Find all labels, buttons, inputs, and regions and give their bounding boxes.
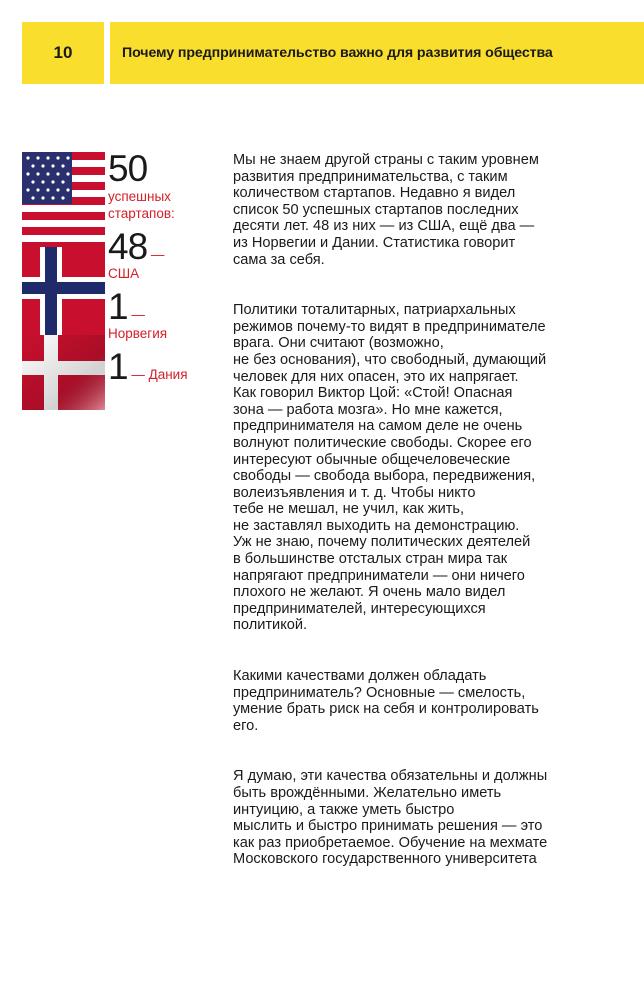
paragraph: Мы не знаем другой страны с таким уровнем развития предпринимательства, с таким количеством стартапов. Недавно я видел список 50 успешных стартапов последних десяти лет. 48 из них — из США, ещё два — из Норвегии и Дании. Статистика говорит сама за себя.	[233, 152, 539, 268]
stat-usa	[108, 228, 208, 265]
chapter-title	[110, 22, 644, 84]
stat-norway-label: Норвегия	[108, 326, 168, 341]
stat-usa-dash: —	[147, 247, 165, 262]
page-number-text: 10	[53, 43, 73, 62]
stat-denmark	[108, 348, 208, 385]
page-number	[22, 22, 104, 84]
stat-usa-label: США	[108, 266, 140, 281]
stat-denmark-number: 1	[108, 346, 128, 387]
startup-stats	[108, 150, 208, 385]
stat-denmark-label: — Дания	[127, 367, 188, 382]
paragraph: Какими качествами должен обладать предприниматель? Основные — смелость, умение брать риск на себя и контролировать его.	[233, 668, 539, 734]
body-text	[233, 152, 583, 902]
stat-usa-number: 48	[108, 226, 148, 267]
stat-total-number: 50	[108, 148, 148, 189]
paragraph: Политики тоталитарных, патриархальных режимов почему-то видят в предпринимателе врага. Они считают (возможно, не без основания), что свободный, думающий человек для них опасен, это их напрягает. Как говорил Виктор Цой: «Стой! Опасная зона — работа мозга». Но мне кажется, предпринимателя на самом деле не очень волнуют политические свободы. Скорее его интересуют обычные общечеловеческие свободы — свобода выбора, передвижения, волеизъявления и т. д. Чтобы никто тебе не мешал, не учил, как жить, не заставлял выходить на демонстрацию. Уж не знаю, почему политических деятелей в большинстве отсталых стран мира так напрягают предприниматели — они ничего плохого не желают. Я очень мало видел предпринимателей, интересующихся политикой.	[233, 302, 547, 634]
flag-collage	[22, 152, 105, 410]
norway-flag-icon	[22, 247, 105, 335]
denmark-flag-icon	[22, 335, 105, 410]
stat-norway-number: 1	[108, 286, 128, 327]
chapter-title-text: Почему предпринимательство важно для развития общества	[122, 45, 553, 61]
stat-norway	[108, 288, 208, 325]
usa-flag-icon	[22, 152, 105, 247]
stat-total-label: успешных стартапов:	[108, 189, 175, 221]
paragraph: Я думаю, эти качества обязательны и должны быть врождёнными. Желательно иметь интуицию, а также уметь быстро мыслить и быстро принимать решения — это как раз приобретаемое. Обучение на мехмате Московского государственного университета	[233, 768, 548, 868]
stat-norway-dash: —	[127, 307, 145, 322]
